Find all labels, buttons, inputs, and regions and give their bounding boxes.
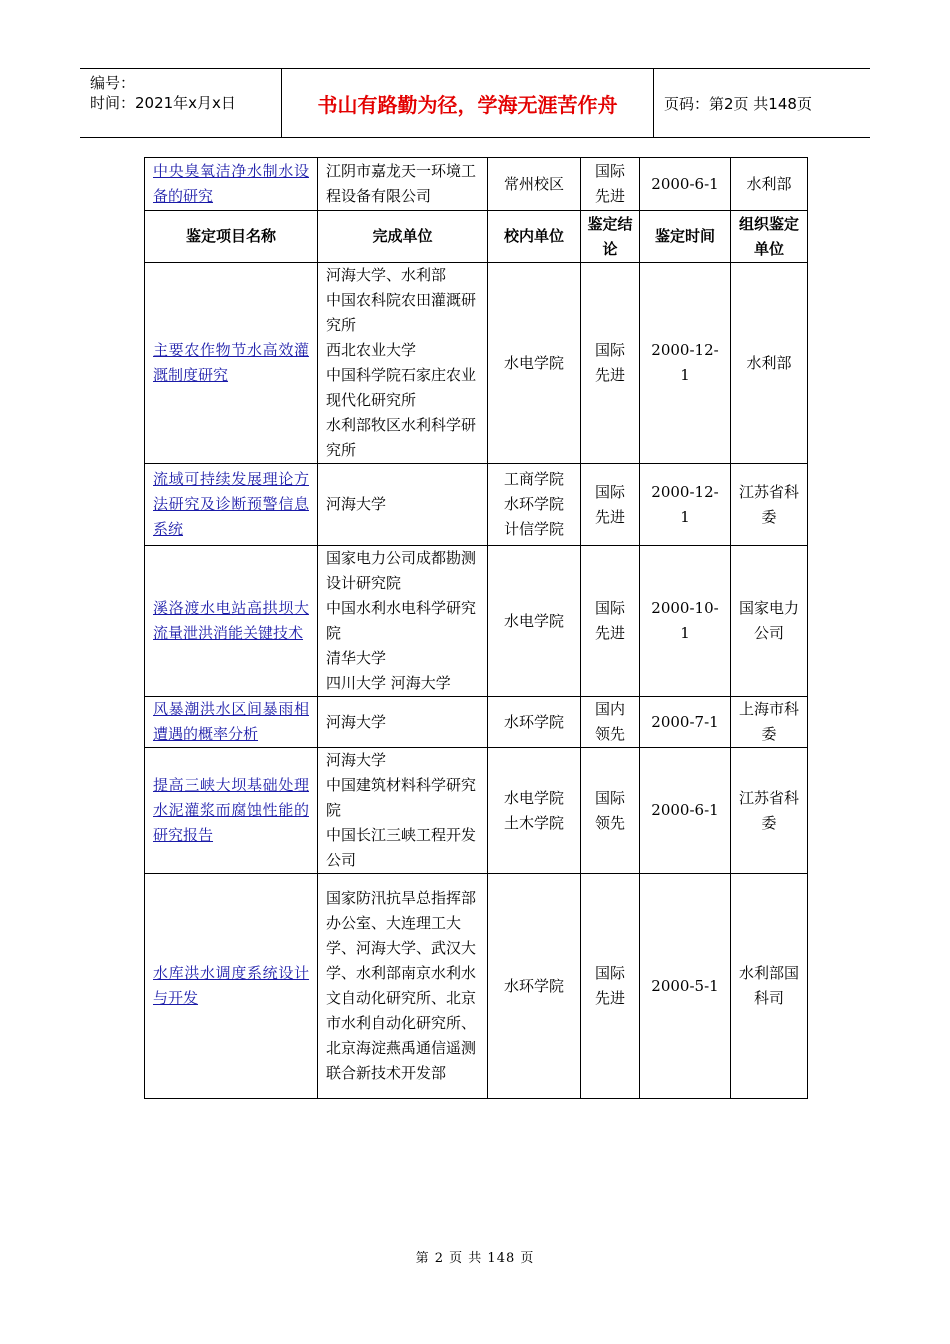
header-page-label: 页码：第2页 共148页 xyxy=(664,94,812,113)
completion-unit-cell: 国家防汛抗旱总指挥部办公室、大连理工大学、河海大学、武汉大学、水利部南京水利水文自动化研究所、北京市水利自动化研究所、北京海淀燕禹通信遥测联合新技术开发部 xyxy=(318,874,488,1099)
school-unit-cell: 水电学院 土木学院 xyxy=(488,748,581,874)
appraisal-result-cell: 国内领先 xyxy=(581,697,640,748)
project-name-cell xyxy=(145,464,318,546)
organizing-unit-cell: 水利部 xyxy=(731,158,808,211)
number-label: 编号： xyxy=(90,74,136,92)
column-header: 校内单位 xyxy=(488,211,581,263)
table-body xyxy=(145,158,808,1099)
appraisal-result-cell: 国际先进 xyxy=(581,874,640,1099)
appraisal-date-cell: 2000-12-1 xyxy=(640,263,731,464)
school-unit-cell: 常州校区 xyxy=(488,158,581,211)
table-row xyxy=(145,546,808,697)
table-row xyxy=(145,748,808,874)
project-name-cell xyxy=(145,748,318,874)
appraisal-result-cell: 国际领先 xyxy=(581,748,640,874)
table-row xyxy=(145,697,808,748)
completion-unit-cell: 河海大学 xyxy=(318,464,488,546)
project-name-cell xyxy=(145,697,318,748)
appraisal-result-cell: 国际先进 xyxy=(581,158,640,211)
school-unit-cell: 水环学院 xyxy=(488,697,581,748)
header-meta xyxy=(80,69,282,137)
column-header: 组织鉴定单位 xyxy=(731,211,808,263)
header-motto: 书山有路勤为径，学海无涯苦作舟 xyxy=(282,69,654,137)
column-header: 鉴定结论 xyxy=(581,211,640,263)
column-header: 鉴定时间 xyxy=(640,211,731,263)
organizing-unit-cell: 水利部国科司 xyxy=(731,874,808,1099)
project-name-cell xyxy=(145,874,318,1099)
completion-unit-cell: 河海大学、水利部 中国农科院农田灌溉研究所 西北农业大学 中国科学院石家庄农业现代化研究所 水利部牧区水利科学研究所 xyxy=(318,263,488,464)
appraisal-date-cell: 2000-5-1 xyxy=(640,874,731,1099)
appraisal-date-cell: 2000-7-1 xyxy=(640,697,731,748)
school-unit-cell: 水环学院 xyxy=(488,874,581,1099)
appraisal-date-cell: 2000-6-1 xyxy=(640,748,731,874)
appraisal-result-cell: 国际先进 xyxy=(581,546,640,697)
project-link[interactable]: 主要农作物节水高效灌溉制度研究 xyxy=(153,341,309,384)
project-name-cell xyxy=(145,158,318,211)
project-link[interactable]: 水库洪水调度系统设计与开发 xyxy=(153,964,309,1007)
organizing-unit-cell: 江苏省科委 xyxy=(731,464,808,546)
column-header: 鉴定项目名称 xyxy=(145,211,318,263)
table-row xyxy=(145,263,808,464)
page-header xyxy=(80,68,870,138)
project-link[interactable]: 风暴潮洪水区间暴雨相遭遇的概率分析 xyxy=(153,700,309,743)
appraisal-table xyxy=(144,157,808,1099)
time-label: 时间：2021年x月x日 xyxy=(90,94,236,112)
project-link[interactable]: 溪洛渡水电站高拱坝大流量泄洪消能关键技术 xyxy=(153,599,309,642)
table-row xyxy=(145,874,808,1099)
project-link[interactable]: 提高三峡大坝基础处理水泥灌浆而腐蚀性能的研究报告 xyxy=(153,776,309,844)
school-unit-cell: 水电学院 xyxy=(488,546,581,697)
appraisal-result-cell: 国际先进 xyxy=(581,464,640,546)
appraisal-date-cell: 2000-10-1 xyxy=(640,546,731,697)
organizing-unit-cell: 国家电力公司 xyxy=(731,546,808,697)
table-row xyxy=(145,464,808,546)
project-name-cell xyxy=(145,263,318,464)
organizing-unit-cell: 上海市科委 xyxy=(731,697,808,748)
appraisal-date-cell: 2000-6-1 xyxy=(640,158,731,211)
completion-unit-cell: 河海大学 中国建筑材料科学研究院 中国长江三峡工程开发公司 xyxy=(318,748,488,874)
project-name-cell xyxy=(145,546,318,697)
completion-unit-cell: 江阴市嘉龙天一环境工程设备有限公司 xyxy=(318,158,488,211)
page-footer: 第 2 页 共 148 页 xyxy=(415,1251,535,1266)
appraisal-result-cell: 国际先进 xyxy=(581,263,640,464)
column-header: 完成单位 xyxy=(318,211,488,263)
table-header-row xyxy=(145,211,808,263)
project-link[interactable]: 流域可持续发展理论方法研究及诊断预警信息系统 xyxy=(153,470,309,538)
appraisal-date-cell: 2000-12-1 xyxy=(640,464,731,546)
table-row xyxy=(145,158,808,211)
project-link[interactable]: 中央臭氧洁净水制水设备的研究 xyxy=(153,162,309,205)
completion-unit-cell: 河海大学 xyxy=(318,697,488,748)
organizing-unit-cell: 水利部 xyxy=(731,263,808,464)
completion-unit-cell: 国家电力公司成都勘测设计研究院 中国水利水电科学研究院 清华大学 四川大学 河海大学 xyxy=(318,546,488,697)
organizing-unit-cell: 江苏省科委 xyxy=(731,748,808,874)
school-unit-cell: 工商学院 水环学院 计信学院 xyxy=(488,464,581,546)
school-unit-cell: 水电学院 xyxy=(488,263,581,464)
